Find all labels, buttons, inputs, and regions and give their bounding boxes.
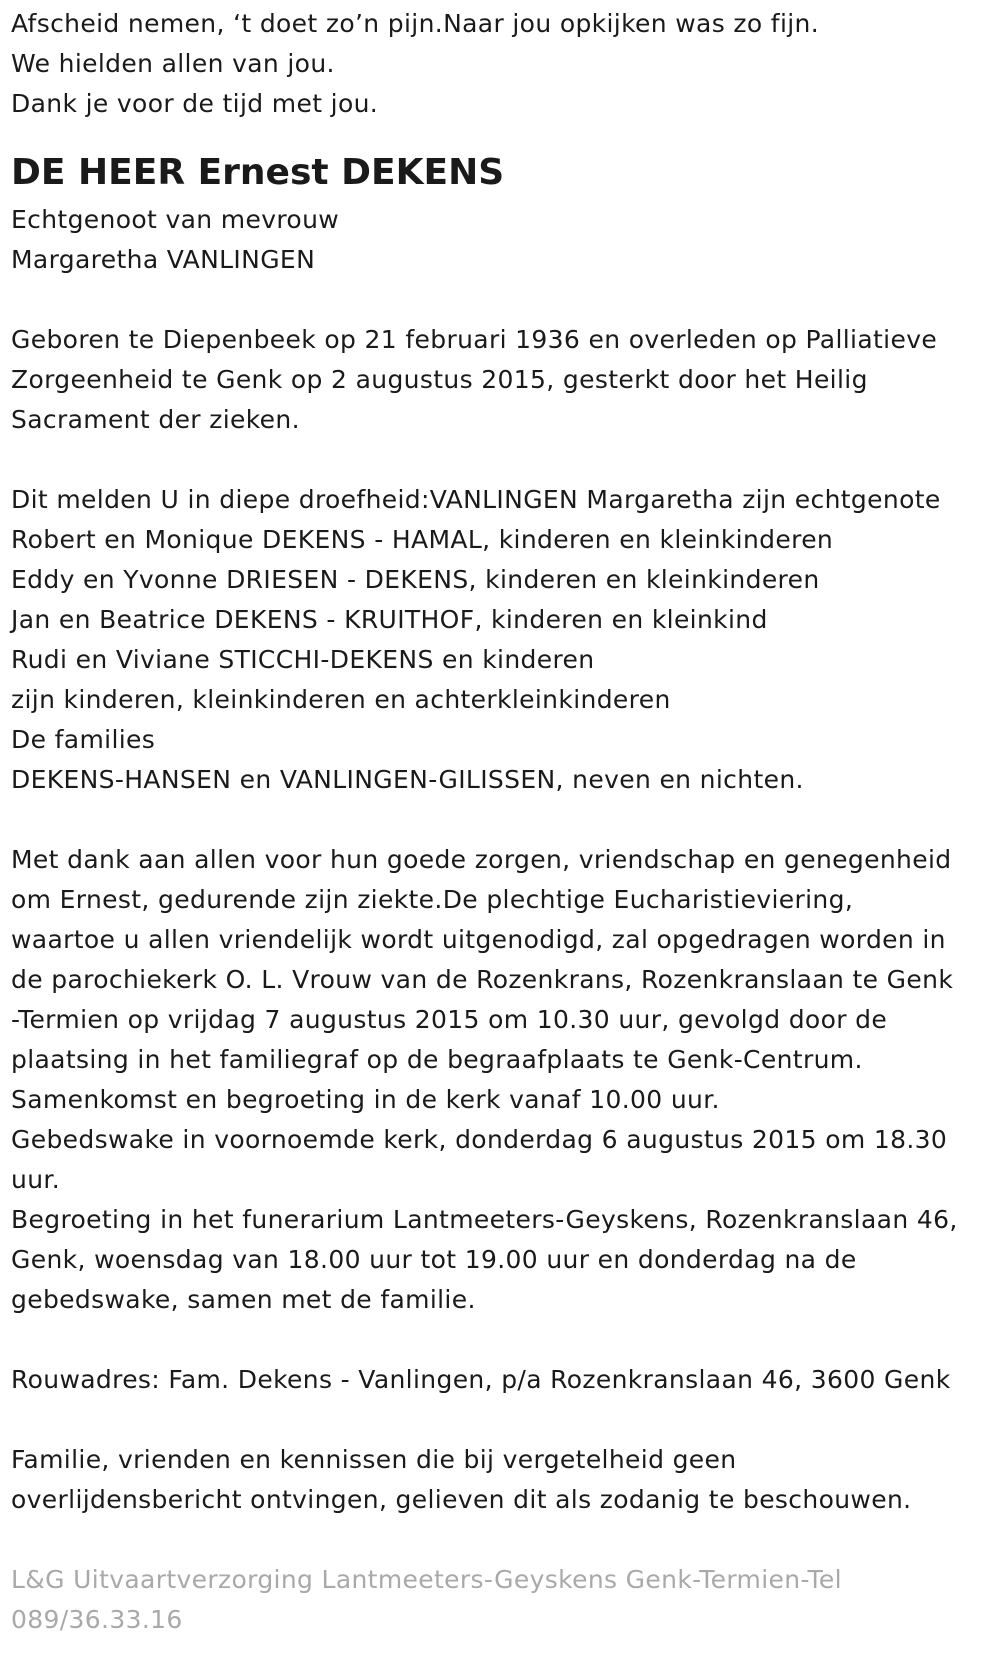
- notice: [11, 1440, 980, 1520]
- mourner-line: Jan en Beatrice DEKENS - KRUITHOF, kinderen en kleinkind: [11, 605, 768, 634]
- birth-death-line: Sacrament der zieken.: [11, 405, 300, 434]
- birth-death-info: [11, 320, 980, 440]
- ceremony-line: waartoe u allen vriendelijk wordt uitgenodigd, zal opgedragen worden in: [11, 925, 946, 954]
- poem-line: We hielden allen van jou.: [11, 49, 335, 78]
- ceremony-line: uur.: [11, 1165, 61, 1194]
- mourner-line: Rudi en Viviane STICCHI-DEKENS en kinderen: [11, 645, 595, 674]
- ceremony-line: plaatsing in het familiegraf op de begraafplaats te Genk-Centrum.: [11, 1045, 863, 1074]
- mourning-address: [11, 1360, 980, 1400]
- notice-line: Familie, vrienden en kennissen die bij vergetelheid geen: [11, 1445, 737, 1474]
- spouse-line: Margaretha VANLINGEN: [11, 245, 316, 274]
- poem-line: Dank je voor de tijd met jou.: [11, 89, 379, 118]
- deceased-name: DE HEER Ernest DEKENS: [11, 152, 505, 193]
- ceremony-line: om Ernest, gedurende zijn ziekte.De plechtige Eucharistieviering,: [11, 885, 854, 914]
- mourner-line: DEKENS-HANSEN en VANLINGEN-GILISSEN, neven en nichten.: [11, 765, 804, 794]
- mourner-line: Dit melden U in diepe droefheid:VANLINGEN Margaretha zijn echtgenote: [11, 485, 941, 514]
- notice-line: overlijdensbericht ontvingen, gelieven dit als zodanig te beschouwen.: [11, 1485, 912, 1514]
- mourner-line: Robert en Monique DEKENS - HAMAL, kinderen en kleinkinderen: [11, 525, 834, 554]
- poem: [11, 4, 980, 124]
- ceremony-line: Samenkomst en begroeting in de kerk vanaf 10.00 uur.: [11, 1085, 720, 1114]
- birth-death-line: Geboren te Diepenbeek op 21 februari 1936 en overleden op Palliatieve: [11, 325, 938, 354]
- ceremony-line: Genk, woensdag van 18.00 uur tot 19.00 uur en donderdag na de: [11, 1245, 857, 1274]
- ceremony-info: [11, 840, 980, 1320]
- ceremony-line: Met dank aan allen voor hun goede zorgen, vriendschap en genegenheid: [11, 845, 952, 874]
- mourner-line: zijn kinderen, kleinkinderen en achterkleinkinderen: [11, 685, 671, 714]
- ceremony-line: Gebedswake in voornoemde kerk, donderdag 6 augustus 2015 om 18.30: [11, 1125, 948, 1154]
- ceremony-line: de parochiekerk O. L. Vrouw van de Rozenkrans, Rozenkranslaan te Genk: [11, 965, 954, 994]
- mourner-line: Eddy en Yvonne DRIESEN - DEKENS, kinderen en kleinkinderen: [11, 565, 820, 594]
- ceremony-line: Begroeting in het funerarium Lantmeeters-Geyskens, Rozenkranslaan 46,: [11, 1205, 958, 1234]
- address-line: Rouwadres: Fam. Dekens - Vanlingen, p/a Rozenkranslaan 46, 3600 Genk: [11, 1365, 951, 1394]
- mourner-line: De families: [11, 725, 156, 754]
- ceremony-line: -Termien op vrijdag 7 augustus 2015 om 10.30 uur, gevolgd door de: [11, 1005, 888, 1034]
- mourners-list: [11, 480, 980, 800]
- poem-line: Afscheid nemen, ‘t doet zo’n pijn.Naar jou opkijken was zo fijn.: [11, 9, 820, 38]
- footer-line: 089/36.33.16: [11, 1605, 183, 1634]
- footer-line: L&G Uitvaartverzorging Lantmeeters-Geyskens Genk-Termien-Tel: [11, 1565, 842, 1594]
- spouse-line: Echtgenoot van mevrouw: [11, 205, 340, 234]
- spouse-info: [11, 200, 980, 280]
- funeral-home-footer: [11, 1560, 980, 1640]
- birth-death-line: Zorgeenheid te Genk op 2 augustus 2015, gesterkt door het Heilig: [11, 365, 868, 394]
- ceremony-line: gebedswake, samen met de familie.: [11, 1285, 476, 1314]
